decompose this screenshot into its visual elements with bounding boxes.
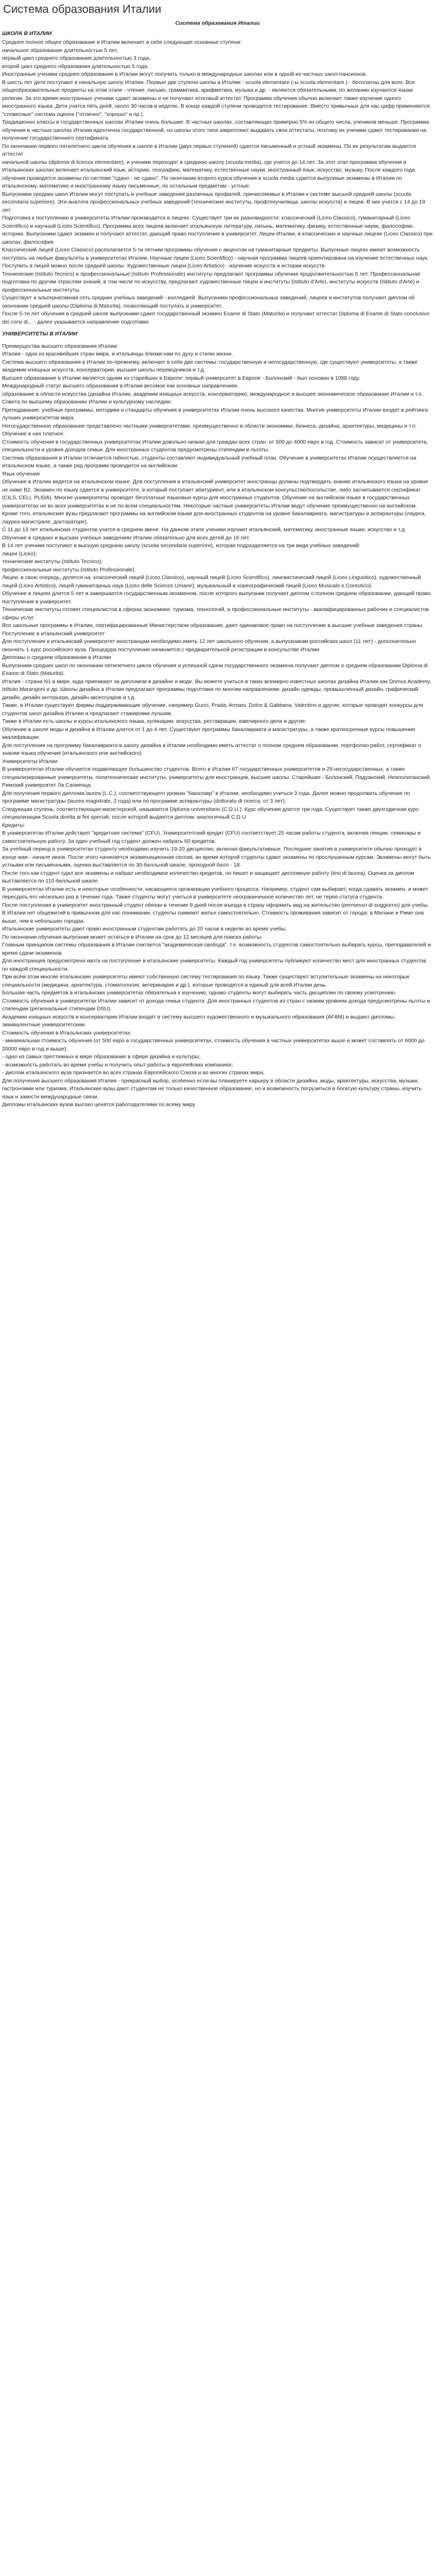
page bbox=[0, 0, 436, 1113]
paragraph: - минимальная стоимость обучения (от 500 евро в государственных университетах, стоимость обучения в частных университетах выше и может составлять от 6000 до 20000 евро в год и выше); bbox=[2, 1038, 425, 1052]
page-title: Система образования Италии bbox=[3, 3, 162, 15]
paragraph: Для поступления на программу бакалавриата в школу дизайна в Италии необходимо иметь аттестат о полном среднем образовании, портфолио работ, сертификат о знании языка обучения (итальянского или английского). bbox=[2, 742, 422, 757]
paragraph: профессиональные институты (Istituto Professionale). bbox=[2, 566, 136, 573]
paragraph: В университетах Италии обучается подавляющее большинство студентов. Всего в Италии 67 государственных университетов и 29 негосударственных, а также специализированные университеты, политехнические институты, университеты для иностранцев, высшие школы. Старейшие - Болонский, Падуанский, Неаполитанский, Римский университет Ла Сапиенца. bbox=[2, 766, 431, 789]
paragraph: Обучение в школе моды и дизайна в Италии длится от 1 до 4 лет. Существуют программы бакалавриата и магистратуры, а также краткосрочные курсы повышения квалификации. bbox=[2, 726, 415, 741]
spacer bbox=[2, 326, 433, 329]
paragraph: После поступления в университет иностранный студент обязан в течение 8 дней после въезда в страну оформить вид на жительство (permesso di soggiorno) для учебы. bbox=[2, 902, 429, 908]
paragraph: Язык обучения bbox=[2, 470, 40, 477]
paragraph: В 14 лет ученики поступают в высшую среднюю школу (scuola secondaria superiore), которая подразделяется на три вида учебных заведений: bbox=[2, 543, 360, 549]
paragraph: В университетах Италии действует "кредитная система" (CFU). Университетский кредит (CFU) соответствует 25 часам работы студента, включая лекции, семинары и самостоятельную работу. За один учебный год студент должен набрать 60 кредитов. bbox=[2, 830, 421, 844]
paragraph: В шесть лет дети поступают в начальную школу Италии. Первые две ступени школы в Италии - scuola elementare (-ы scuola elementare ) - бесплатны для всех. Все общеобразовательные предметы на этом этапе - чтение, письмо, грамматика, арифметика, музыка и др. - являются обязательными, по желанию изучаются языки религии. За это время иностранные ученики сдают экзамены и не получают итоговый аттестат. Программа обучения обычно включает также изучение одного иностранного языка. Дети учатся пять дней, около 30 часов в неделю. В конце каждой ступени проводится тестирование. Вместо привычных для нас цифр применяются "словесные" система оценок ("отлично", "хорошо" и пр.). bbox=[2, 79, 430, 117]
paragraph: Поступление в итальянский университет bbox=[2, 630, 105, 637]
paragraph: Стоимость обучения в Итальянских университетах: bbox=[2, 1029, 132, 1036]
paragraph: технические институты (Istituto Tecnico); bbox=[2, 558, 103, 565]
paragraph: образование в области искусства (дизайна Италии, академии изящных искусств, консерватории), международное и высшее экономическое образование Италии и т.п. Совета по высшему образованию Италии и культурному наследию. bbox=[2, 391, 423, 405]
paragraph: Международный статус высшего образования в Италии весомое как основных направлениях. bbox=[2, 383, 239, 389]
paragraph: С 11 до 13 лет итальянских студентов учатся в среднем звене. На данном этапе ученики изучают итальянский, математику, иностранные языки, искусство и т.д. bbox=[2, 527, 406, 533]
paragraph: Кроме того, итальянские вузы предлагают программы на английском языке для иностранных студентов на уровне бакалавриата, магистратуры и аспирантуры (лауреа, лауреа магистрале, доктораторе). bbox=[2, 511, 426, 525]
paragraph: Академии изящных искусств и консерватории Италии входят в систему высшего художественного и музыкального образования (AFAM) и выдают дипломы, эквивалентные университетским. bbox=[2, 1013, 396, 1028]
paragraph: второй цикл среднего образования длительностью 5 года. bbox=[2, 63, 149, 70]
section-heading: ШКОЛА В ИТАЛИИ bbox=[2, 30, 52, 37]
paragraph: Университеты Италии bbox=[2, 758, 58, 765]
paragraph: Выпускники средних школ Италии могут поступать в учебные заведения различных профилей, причисляемых в Италии к системе высшей средней школы (scuola secondaria superiore). Эти аналоги профессиональных учебных заведений (технические институты, профтехучилища, школы искусств) и лицеи. В них учатся с 14 до 19 лет. bbox=[2, 191, 426, 213]
paragraph: Преимущества высшего образования Италии: bbox=[2, 343, 118, 349]
paragraph: Преподавание, учебные программы, методики и стандарты обучения в университетах Италии очень высокого качества. Многие университеты Италии входят в рейтинги лучших университетов мира. bbox=[2, 406, 428, 421]
paragraph: Негосударственное образование представлено частными университетами, преимущественно в области экономики, бизнеса, дизайна, архитектуры, медицины и т.п. Обучение в них платное. bbox=[2, 422, 417, 437]
paragraph: Система образования в Италии отличается гибкостью, студенты составляют индивидуальный учебный план. Обучение в университетах Италии осуществляется на итальянском языке, а также ряд программ проводится на английском. bbox=[2, 454, 416, 469]
paragraph: Дипломы о среднем образовании в Италии bbox=[2, 654, 111, 661]
paragraph: После 5-ти лет обучения в средней школе выпускники сдают государственный экзамен Esame di Stato (Maturita) и получают аттестат Diploma di Esame di Stato conclusivo dei corsi di... - далее указывается направление подготовки. bbox=[2, 311, 430, 325]
document-body bbox=[2, 20, 433, 1109]
paragraph: По окончании обучения выпускник может остаться в Италии на срок до 12 месяцев для поиска работы. bbox=[2, 934, 263, 940]
paragraph: Среднее полное общее образование в Италии включает в себя следующие основные ступени: bbox=[2, 39, 242, 46]
paragraph: Обучение в средних и высших учебных заведениях Италии обязательно для всех детей до 16 лет. bbox=[2, 534, 250, 541]
paragraph: лицеи (Liceo); bbox=[2, 550, 37, 557]
paragraph: В Италии нет общежитий в привычном для нас понимании, студенты снимают жилье самостоятельно. Стоимость проживания зависит от города: в Милане и Риме она выше, чем в небольших городах. bbox=[2, 910, 424, 924]
paragraph: Также в Италии есть школы и курсы итальянского языка, кулинарии, искусства, реставрации, ювелирного дела и другие. bbox=[2, 718, 307, 725]
paragraph: Обучение в лицеях длится 5 лет и завершается государственным экзаменом, после которого выпускник получает диплом о полном среднем образовании, дающий право поступления в университет. bbox=[2, 590, 431, 605]
paragraph: При всём этом многие итальянские университеты имеют собственную систему тестирования по языку. Также существуют вступительные экзамены на некоторые специальности (медицина, архитектура, стоматология, ветеринария и др.), которые проводятся в единый для всей Италии день. bbox=[2, 974, 410, 988]
section-heading: УНИВЕРСИТЕТЫ В ИТАЛИИ bbox=[2, 331, 78, 337]
paragraph: Для получения первого диплома laurea (L.C.), соответствующего уровню "бакалавр" в Италии, необходимо учиться 3 года. Далее можно продолжить обучение по программе магистратуры (laurea magistrale, 2 года) или по программе аспирантуры (dottorato di ricerca, от 3 лет). bbox=[2, 790, 410, 805]
paragraph: Италия - одна из красивейших стран мира, и итальянцы близки нам по духу и стилю жизни. bbox=[2, 351, 233, 358]
paragraph: Выпускники средних школ по окончании пятилетнего цикла обучения и успешной сдачи государственного экзамена получают диплом о среднем образовании Diploma di Esame di Stato (Maturita). bbox=[2, 662, 428, 677]
paragraph: Для поступления в итальянский университет иностранцам необходимо иметь 12 лет школьного обучения, а выпускникам российских школ (11 лет) - дополнительно окончить 1 курс российского вуза. Процедура поступления начинается с предварительной регистрации в консульстве Италии. bbox=[2, 638, 416, 653]
paragraph: Стоимость обучения в государственных университетах Италии довольно низкая для граждан всех стран: от 500 до 4000 евро в год. Стоимость зависит от университета, специальности и уровня доходов семьи. Для иностранных студентов предусмотрены стипендии и льготы. bbox=[2, 438, 428, 453]
paragraph: Классический лицей (Liceo Classico) располагается 5-ти летним программы обучения с акцентом на гуманитарные предметы. Выпускные лицеях имеют возможность поступать на любые факультеты в университетах Италии. Научные лицеи (Liceo Scientifico) - научная программа лицеев ориентирована на изучение естественных наук. Поступить в лицей можно после средней школы. Художественные лицеи (Liceo Artistico) - изучение искусств и истории искусств. bbox=[2, 247, 429, 269]
paragraph: Система высшего образования в Италии по-прежнему, включает в себя две системы: государственную и негосударственную, где существуют университеты, а также академии изящных искусств, консерватории, высшие школы переводчиков и т.д. bbox=[2, 359, 418, 374]
paragraph: За учебный период в университетах студенту необходимо изучить 19-20 дисциплин, включая факультативные. Последние занятия в университете обычно проходят в конце мая - начале июня. После этого начинается экзаменационная сессия, во время которой студенты сдают экзамены по прослушанным курсам. Экзамены могут быть устными или письменными, оценка выставляется по 30-балльной шкале, проходной балл - 18. bbox=[2, 846, 431, 869]
paragraph: Большая часть предметов в итальянских университетах обязательна к изучению, однако студенты могут выбирать часть дисциплин по своему усмотрению. bbox=[2, 990, 396, 996]
paragraph: Дипломы итальянских вузов высоко ценятся работодателями по всему миру. bbox=[2, 1101, 196, 1108]
paragraph: Главным принципом системы образования в Италии считается "академическая свобода", т.е. возможность студентов самостоятельно выбирать курсы, преподавателей и время сдачи экзаменов. bbox=[2, 942, 431, 956]
paragraph: Итальянские университеты дают право иностранным студентам работать до 20 часов в неделю во время учебы. bbox=[2, 926, 287, 933]
paragraph: По окончании первого пятилетнего цикла обучения в школе в Италии (двух первых ступеней) сдается письменный и устный экзамены. По их результатам выдается аттестат bbox=[2, 143, 416, 158]
document-heading: Система образования Италии bbox=[175, 20, 260, 27]
paragraph: Кредиты: bbox=[2, 822, 25, 828]
paragraph: - диплом итальянского вуза признается во всех странах Европейского Союза и во многих странах мира. bbox=[2, 1070, 265, 1076]
paragraph: - одно из самых престижных в мире образование в сфере дизайна и культуры; bbox=[2, 1054, 201, 1060]
paragraph: Подготовка к поступлению в университеты Италии производится в лицеях. Существует три их разновидности: классический (Liceo Classico), гуманитарный (Liceo Scientifico) и научный (Liceo Scientifico). Программа всех лицеев включает итальянскую литературу, латынь, математику, физику, естественные науки, философию, историю. Выпускники сдают экзамен и получают аттестат, дающий право поступления в университет. Лицеи Италии, в классических и научных лицеях (Liceo Classico) при школах, философия. bbox=[2, 215, 433, 245]
paragraph: В университетах Италии есть и некоторые особенности, касающиеся организации учебного процесса. Например, студент сам выбирает, когда сдавать экзамен, и может пересдать его несколько раз в течение года. Также студенты могут учиться в университете неограниченное количество лет, не теряя статуса студента. bbox=[2, 886, 428, 901]
paragraph: Технические институты готовят специалистов в сферах экономики, туризма, технологий, а профессиональные институты - квалифицированных рабочих и специалистов сферы услуг. bbox=[2, 606, 429, 621]
paragraph: Высшее образование в Италии является одним из старейших в Европе: первый университет в Европе - Болонский - был основан в 1088 году. bbox=[2, 375, 360, 381]
paragraph: Для получения высшего образования Италия - прекрасный выбор, особенно если вы планируете карьеру в области дизайна, моды, архитектуры, искусства, музыки, гастрономии или туризма. Итальянские вузы дают студентам не только качественное образование, но и возможность погрузиться в богатую культуру страны, изучить язык и завести международные связи. bbox=[2, 1077, 422, 1100]
paragraph: Следующая ступень, соответствующая магистерской, называется Diploma universitario (C.D.U.). Курс обучения длится три года. Существует также двухгодичная курс специализации Scuola diretta ai fini speciali, после которой выдается диплом, аналогичный С.D.U. bbox=[2, 806, 419, 821]
paragraph: Обучение в Италии ведется на итальянском языке. Для поступления в итальянский университет иностранцы должны подтвердить знание итальянского языка на уровне не ниже B2. Экзамен по языку сдается в университете, в который поступает абитуриент, или в итальянском консульстве/посольстве, либо засчитывается сертификат (CILS, CELI, PLIDA). Многие университеты проводят бесплатные языковые курсы для иностранных студентов. Обучение на английском языке в государственных университетах не во всех университетах и не по всем специальностям. Некоторые частные университеты Италии ведут обучение преимущественно на английском. bbox=[2, 479, 428, 509]
paragraph: первый цикл среднего образования длительностью 3 года; bbox=[2, 55, 150, 62]
paragraph: Лицеи, в свою очередь, делятся на: классический лицей (Liceo Classico), научный лицей (Liceo Scientifico), лингвистический лицей (Liceo Linguistico), художественный лицей (Liceo Artistico), лицей гуманитарных наук (Liceo delle Scienze Umane), музыкальный и хореографический лицей (Liceo Musicale e Coreutico). bbox=[2, 574, 421, 589]
paragraph: Существует и альтернативная сеть средних учебных заведений - колледжей. Выпускники профессиональных заведений, лицеев и институтов получают диплом об окончании средней школы (Diploma di Maturita), позволяющий поступать в университет. bbox=[2, 295, 415, 309]
paragraph: Для иностранцев предусмотрена квота на поступление в итальянские университеты. Каждый год университеты публикуют количество мест для иностранных студентов по каждой специальности. bbox=[2, 958, 426, 972]
paragraph: начальной школы (diploma di licenza elementare), и ученики переходят в среднюю школу (scuola media), где учатся до 14 лет. За этот этап программа обучения в Итальянских школах включает итальянский язык, историю, географию, математику, естественные науки, иностранный язык, искусство, музыку. После каждого года обучения проводятся экзамены по системе "сдано - не сдано". По окончании второго курса обучения в scuola media сдается выпускные экзамены в Италии по итальянскому, математике и иностранному языку письменные, по остальным предметам - устные. bbox=[2, 159, 415, 190]
paragraph: Италия - страна N1 в мире, куда приезжают за дипломом в дизайне и моде. Вы можете учиться в таких всемирно известных школах дизайна Италии как Domus Academy, Istituto Marangoni и др. Школы дизайна в Италии предлагают программы подготовки по многим направлениям: дизайн одежды, промышленный дизайн, графический дизайн, дизайн интерьера, дизайн аксессуаров и т.д. bbox=[2, 678, 431, 701]
paragraph: После того как студент сдал все экзамены и набрал необходимое количество кредитов, он пишет и защищает дипломную работу (tesi di laurea). Оценка за диплом выставляется по 110-балльной шкале. bbox=[2, 870, 414, 885]
paragraph: - возможность работать во время учебы и получить опыт работы в европейских компаниях; bbox=[2, 1061, 233, 1068]
paragraph: начальное образование длительностью 5 лет, bbox=[2, 47, 118, 54]
paragraph: Стоимость обучения в университетах Италии зависит от дохода семьи студента. Для иностранных студентов из стран с низким уровнем дохода предусмотрены льготы и стипендии (региональные стипендии DSU). bbox=[2, 997, 430, 1012]
paragraph: Также, в Италии существуют фирмы поддерживающие обучение, например Gucci, Prada, Armani, Dolce & Gabbana, Valentino и другие, которые проводят конкурсы для студентов школ дизайна Италии и предлагают стажировки лучшим. bbox=[2, 702, 423, 717]
paragraph: Традиционно классы в государственных школах Италии очень большие. В частных школах, составляющих примерно 5% из общего числа, учеников меньше. Программа обучения в частных школах Италии идентична государственной, но школы этого типа закрепляют выдавать свои аттестаты, поэтому их ученики сдают тестирования на получение государственного сертификата. bbox=[2, 119, 429, 142]
paragraph: Иностранные ученики среднее образование в Италии могут получить только в международных школах или в одной из частных школ-пансионов. bbox=[2, 71, 368, 78]
paragraph: Технические (Istituto Tecnico) и профессиональные (Istituto Professionale) институты предлагают программы обучения продолжительностью 5 лет. Профессиональная подготовка по другим отраслям знаний, в том числе по искусству, предлагают художественные лицеи и институты (Istituto d'Arte), институты искусств (Istituto d'Arte) и профессиональные институты. bbox=[2, 270, 421, 293]
paragraph: Все школьные программы в Италии, сертифицированные Министерством образования, дают одинаковое право на поступление в высшие учебные заведения страны. bbox=[2, 622, 424, 629]
